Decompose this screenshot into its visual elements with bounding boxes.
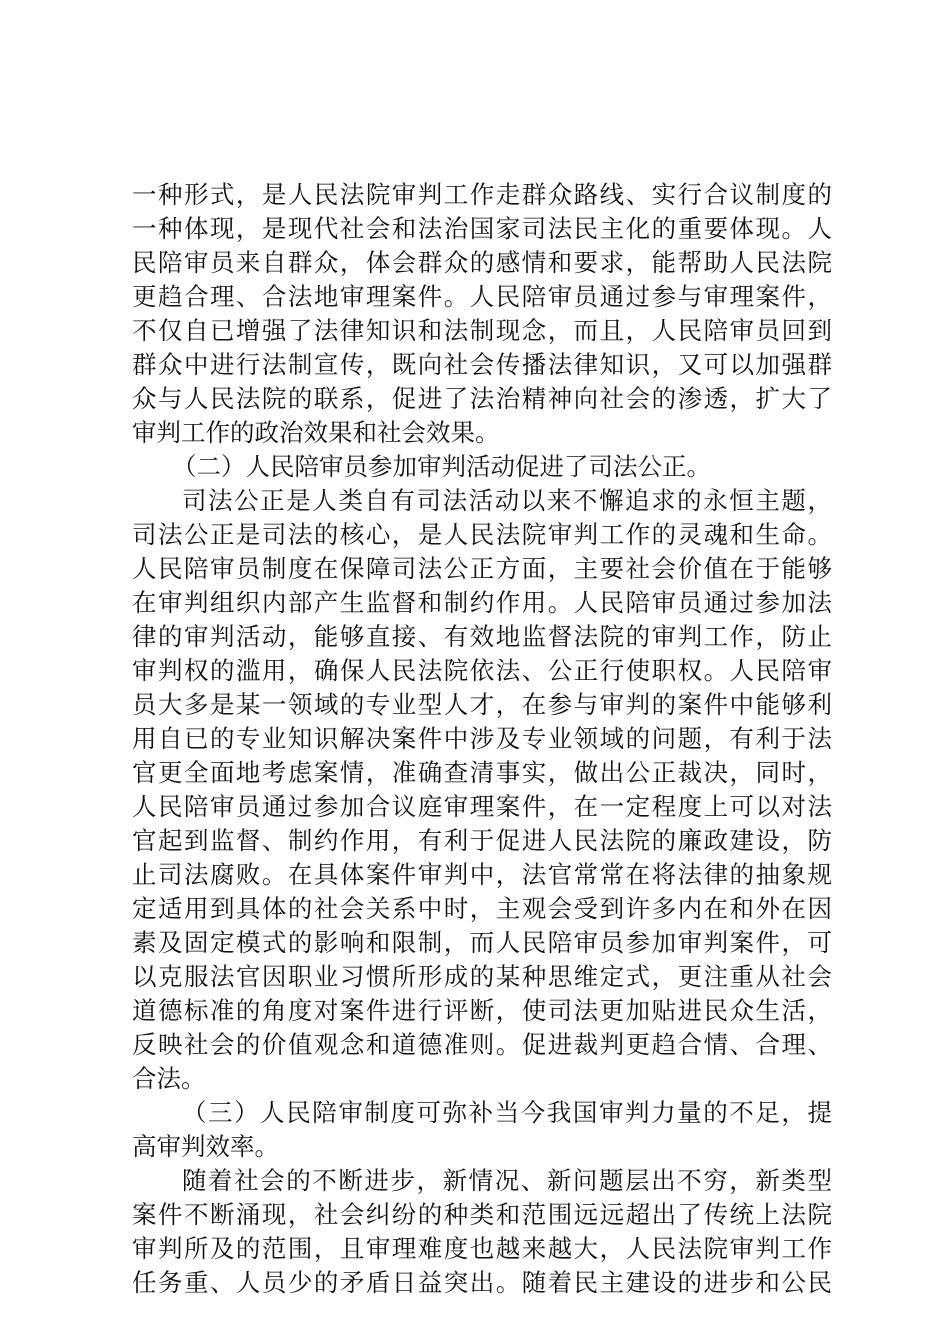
body-text-line: 道德标准的角度对案件进行评断，使司法更加贴进民众生活， [132,996,832,1025]
section-heading-continuation: 高审判效率。 [132,1132,279,1161]
body-text-line: 官起到监督、制约作用，有利于促进人民法院的廉政建设，防 [132,826,832,855]
paragraph-first-line: 随着社会的不断进步，新情况、新问题层出不穷，新类型 [182,1166,832,1195]
body-text-line: 用自已的专业知识解决案件中涉及专业领域的问题，有利于法 [132,724,832,753]
body-text-line: 案件不断涌现，社会纠纷的种类和范围远远超出了传统上法院 [132,1200,832,1229]
body-text-line: 反映社会的价值观念和道德准则。促进裁判更趋合情、合理、 [132,1030,832,1059]
body-text-line: 民陪审员来自群众，体会群众的感情和要求，能帮助人民法院 [132,248,832,277]
body-text-line: 素及固定模式的影响和限制，而人民陪审员参加审判案件，可 [132,928,832,957]
body-text-line: 更趋合理、合法地审理案件。人民陪审员通过参与审理案件， [132,282,832,311]
body-text-line: 任务重、人员少的矛盾日益突出。随着民主建设的进步和公民 [132,1268,832,1297]
body-text-line: 一种形式，是人民法院审判工作走群众路线、实行合议制度的 [132,180,832,209]
body-text-line: 人民陪审员通过参加合议庭审理案件，在一定程度上可以对法 [132,792,832,821]
body-text-line: 员大多是某一领域的专业型人才，在参与审判的案件中能够利 [132,690,832,719]
body-text-line: 群众中进行法制宣传，既向社会传播法律知识，又可以加强群 [132,350,832,379]
body-text-line: 定适用到具体的社会关系中时，主观会受到许多内在和外在因 [132,894,832,923]
body-text-line: 审判权的滥用，确保人民法院依法、公正行使职权。人民陪审 [132,656,832,685]
paragraph-first-line: 司法公正是人类自有司法活动以来不懈追求的永恒主题， [182,486,832,515]
body-text-line: 司法公正是司法的核心，是人民法院审判工作的灵魂和生命。 [132,520,832,549]
body-text-line: 众与人民法院的联系，促进了法治精神向社会的渗透，扩大了 [132,384,832,413]
section-heading: （二）人民陪审员参加审判活动促进了司法公正。 [172,452,711,481]
body-text-line: 审判工作的政治效果和社会效果。 [132,418,500,447]
body-text-line: 官更全面地考虑案情，准确查清事实，做出公正裁决，同时， [132,758,832,787]
body-text-line: 在审判组织内部产生监督和制约作用。人民陪审员通过参加法 [132,588,832,617]
body-text-line: 律的审判活动，能够直接、有效地监督法院的审判工作，防止 [132,622,832,651]
body-text-line: 审判所及的范围，且审理难度也越来越大，人民法院审判工作 [132,1234,832,1263]
section-heading: （三）人民陪审制度可弥补当今我国审判力量的不足，提 [182,1098,832,1127]
body-text-line: 人民陪审员制度在保障司法公正方面，主要社会价值在于能够 [132,554,832,583]
body-text-line: 一种体现，是现代社会和法治国家司法民主化的重要体现。人 [132,214,832,243]
body-text-line: 合法。 [132,1064,206,1093]
body-text-line: 以克服法官因职业习惯所形成的某种思维定式，更注重从社会 [132,962,832,991]
body-text-line: 不仅自已增强了法律知识和法制现念，而且，人民陪审员回到 [132,316,832,345]
body-text-line: 止司法腐败。在具体案件审判中，法官常常在将法律的抽象规 [132,860,832,889]
